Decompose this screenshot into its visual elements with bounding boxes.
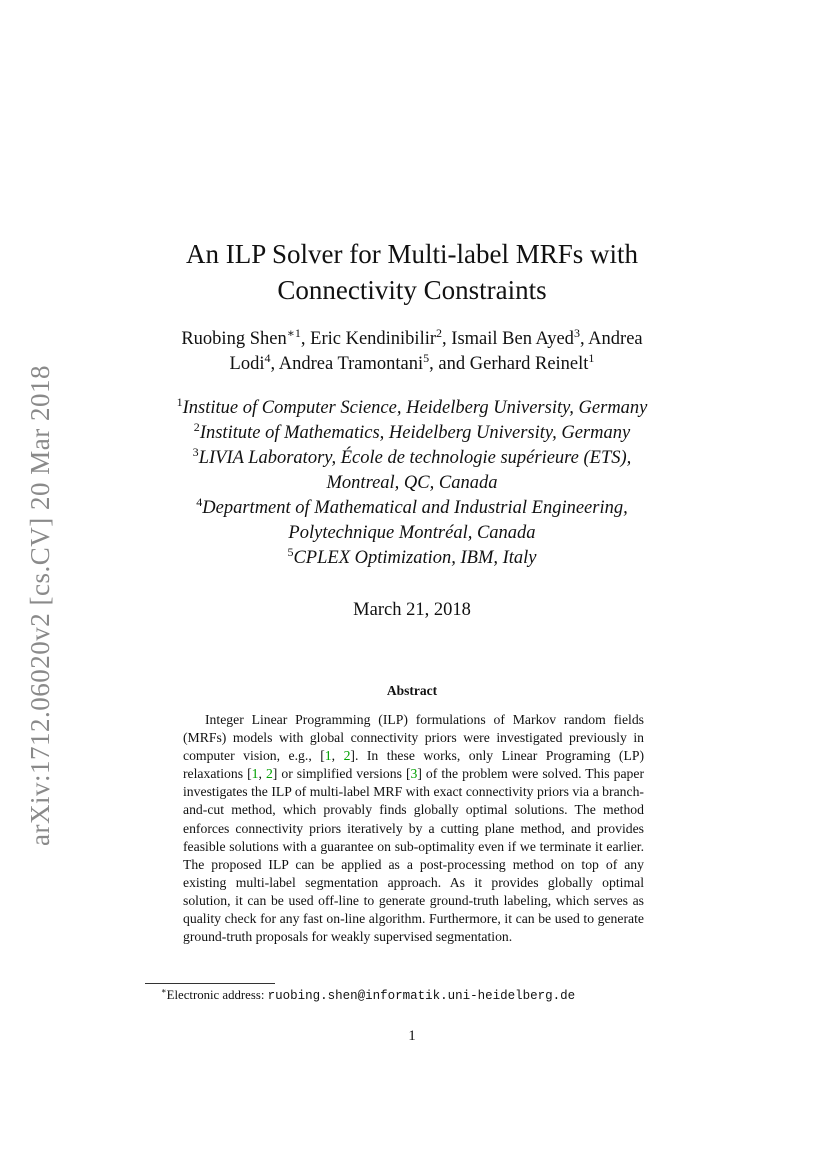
abstract-heading: Abstract <box>386 683 438 698</box>
abstract-text: ] or simplified versions [ <box>272 766 411 782</box>
affiliation-text: LIVIA Laboratory, École de technologie supérieure (ETS), <box>198 448 632 468</box>
author-mark: 5 <box>423 350 430 365</box>
affiliation <box>100 521 724 546</box>
affiliation-mark: 4 <box>196 494 203 509</box>
citation-link[interactable]: 3 <box>410 766 418 782</box>
abstract-text: , <box>331 748 344 764</box>
abstract-text: Integer Linear Programming (ILP) formulations of Markov random fields (MRFs) models with global connectivity priors were investigated previously in computer vision, e.g., [ <box>183 712 644 764</box>
affiliation-list <box>100 396 724 571</box>
footnote-rule <box>145 983 275 984</box>
footnote-mark: ∗ <box>161 986 167 996</box>
author-sep: , <box>270 354 279 374</box>
affiliation <box>100 471 724 496</box>
author-sep: , Andrea <box>579 329 643 349</box>
arxiv-stamp-text: arXiv:1712.06020v2 [cs.CV] 20 Mar 2018 <box>24 364 55 846</box>
author-line-2 <box>120 352 704 377</box>
author-mark: 2 <box>436 325 443 340</box>
affiliation-text: Polytechnique Montréal, Canada <box>288 523 536 543</box>
affiliation-mark: 1 <box>176 394 183 409</box>
author-sep: , <box>442 329 452 349</box>
affiliation <box>100 546 724 571</box>
author-name: Gerhard Reinelt <box>469 354 589 374</box>
title-line-1: An ILP Solver for Multi-label MRFs with <box>186 239 638 269</box>
affiliation-mark: 5 <box>287 544 294 559</box>
author-name: Eric Kendinibilir <box>310 329 437 349</box>
affiliation-text: Institue of Computer Science, Heidelberg University, Germany <box>182 398 648 418</box>
affiliation-text: CPLEX Optimization, IBM, Italy <box>293 548 537 568</box>
citation-link[interactable]: 1 <box>324 748 332 764</box>
abstract-text: ]. In these works, only Linear Programing (LP) relaxations [ <box>183 748 644 782</box>
citation-link[interactable]: 2 <box>265 766 273 782</box>
author-name: Andrea Tramontani <box>278 354 424 374</box>
affiliation <box>100 421 724 446</box>
arxiv-stamp <box>20 355 60 855</box>
author-sep: , <box>300 329 311 349</box>
author-name: Ismail Ben Ayed <box>451 329 574 349</box>
footnote <box>161 988 575 1003</box>
affiliation-mark: 3 <box>192 444 199 459</box>
author-mark: 1 <box>588 350 595 365</box>
footnote-label: Electronic address: <box>166 988 268 1002</box>
affiliation <box>100 496 724 521</box>
affiliation <box>100 446 724 471</box>
affiliation <box>100 396 724 421</box>
publication-date: March 21, 2018 <box>353 600 471 620</box>
author-mark: 3 <box>573 325 580 340</box>
author-mark: 4 <box>264 350 271 365</box>
affiliation-text: Department of Mathematical and Industrial Engineering, <box>202 498 628 518</box>
affiliation-text: Institute of Mathematics, Heidelberg University, Germany <box>199 423 631 443</box>
author-sep: , and <box>429 354 470 374</box>
affiliation-text: Montreal, QC, Canada <box>326 473 498 493</box>
title-line-2: Connectivity Constraints <box>277 275 547 305</box>
page-number: 1 <box>408 1028 416 1044</box>
footnote-email[interactable]: ruobing.shen@informatik.uni-heidelberg.de <box>267 989 576 1003</box>
affiliation-mark: 2 <box>193 419 200 434</box>
abstract-text: ] of the problem were solved. This paper investigates the ILP of multi-label MRF with exact connectivity priors via a branch-and-cut method, which provably finds globally optimal solutions. The method enforces connectivity priors iteratively by a cutting plane method, and provides feasible solutions with a guarantee on sub-optimality even if we terminate it earlier. The proposed ILP can be applied as a post-processing method on top of any existing multi-label segmentation approach. As it provides globally optimal solution, it can be used off-line to generate ground-truth labeling, which serves as quality check for any fast on-line algorithm. Furthermore, it can be used to generate ground-truth proposals for weakly supervised segmentation. <box>183 766 645 945</box>
abstract-body <box>183 711 644 946</box>
author-list <box>120 327 704 377</box>
citation-link[interactable]: 2 <box>343 748 351 764</box>
author-line-1 <box>120 327 704 352</box>
abstract-text: , <box>258 766 266 782</box>
citation-link[interactable]: 1 <box>251 766 259 782</box>
paper-title <box>120 236 704 308</box>
author-name: Ruobing Shen <box>181 329 287 349</box>
author-name: Lodi <box>229 354 265 374</box>
author-mark: ∗1 <box>286 325 301 340</box>
